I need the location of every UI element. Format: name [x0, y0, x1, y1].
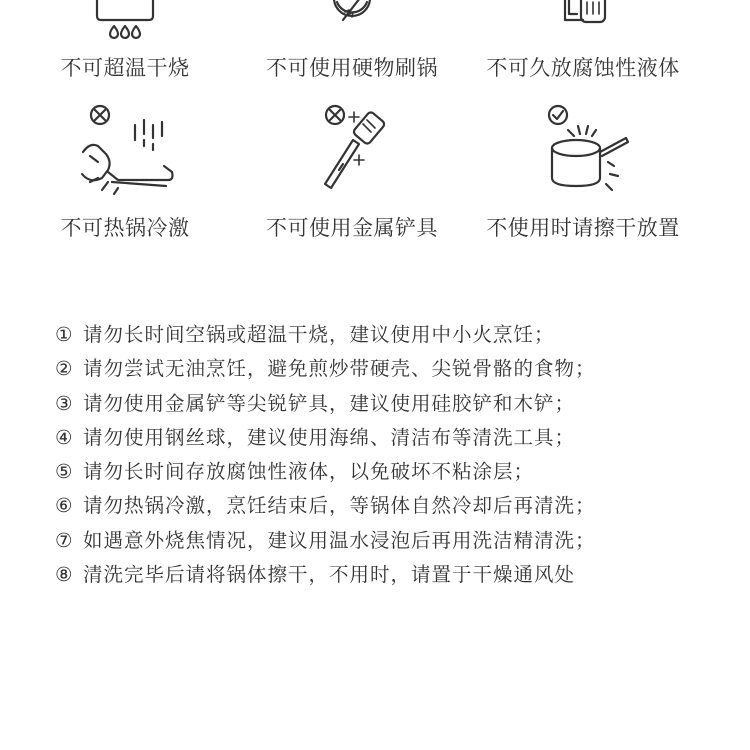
instruction-text: 请勿热锅冷激，烹饪结束后，等锅体自然冷却后再清洗；: [83, 494, 596, 518]
warning-item-2: [227, 0, 477, 90]
crossed-scratch-icon: [227, 0, 477, 40]
warning-label: 不可热锅冷激: [60, 216, 190, 240]
dry-saucepan-icon: [458, 100, 708, 195]
warning-item-1: [0, 0, 250, 90]
instruction-text: 请勿使用金属铲等尖锐铲具，建议使用硅胶铲和木铲；: [83, 391, 576, 415]
instruction-number: ⑤: [55, 460, 74, 484]
instruction-text: 请勿使用钢丝球，建议使用海绵、清洁布等清洗工具；: [83, 425, 576, 449]
instruction-number: ③: [55, 391, 74, 415]
instruction-text: 如遇意外烧焦情况，建议用温水浸泡后再用洗洁精清洗；: [83, 528, 596, 552]
warning-label: 不可超温干烧: [60, 56, 190, 80]
instruction-text: 请勿尝试无油烹饪，避免煎炒带硬壳、尖锐骨骼的食物；: [83, 357, 596, 381]
instruction-text: 清洗完毕后请将锅体擦干，不用时，请置于干燥通风处: [83, 563, 576, 587]
instruction-text: 请勿长时间空锅或超温干烧，建议使用中小火烹饪；: [83, 323, 555, 346]
instruction-number: ②: [55, 357, 74, 381]
instruction-item: [55, 489, 695, 523]
warning-item-6: [458, 100, 708, 245]
warning-label: 不可使用金属铲具: [266, 216, 438, 240]
metal-spatula-icon: [227, 100, 477, 195]
instruction-number: ⑧: [55, 563, 74, 587]
pot-water-drops-icon: [0, 0, 250, 40]
instruction-item: [55, 387, 695, 421]
instruction-number: ⑦: [55, 528, 74, 552]
instruction-item: [55, 524, 695, 558]
warning-item-3: [458, 0, 708, 90]
care-instructions-list: [55, 318, 695, 592]
warning-item-5: [227, 100, 477, 245]
hot-pan-cold-rinse-icon: [0, 100, 250, 195]
warning-item-4: [0, 100, 250, 245]
instruction-number: ⑥: [55, 494, 74, 518]
instruction-text: 请勿长时间存放腐蚀性液体，以免破坏不粘涂层；: [83, 460, 535, 484]
instruction-item: [55, 455, 695, 489]
instruction-item: [55, 558, 695, 592]
instruction-item: [55, 352, 695, 386]
instruction-item: [55, 318, 695, 352]
instruction-number: ④: [55, 425, 74, 449]
instruction-item: [55, 421, 695, 455]
warning-label: 不可久放腐蚀性液体: [486, 56, 680, 80]
liquid-jar-icon: [458, 0, 708, 40]
instruction-number: ①: [55, 323, 74, 346]
warning-label: 不使用时请擦干放置: [486, 216, 680, 240]
warning-label: 不可使用硬物刷锅: [266, 56, 438, 80]
